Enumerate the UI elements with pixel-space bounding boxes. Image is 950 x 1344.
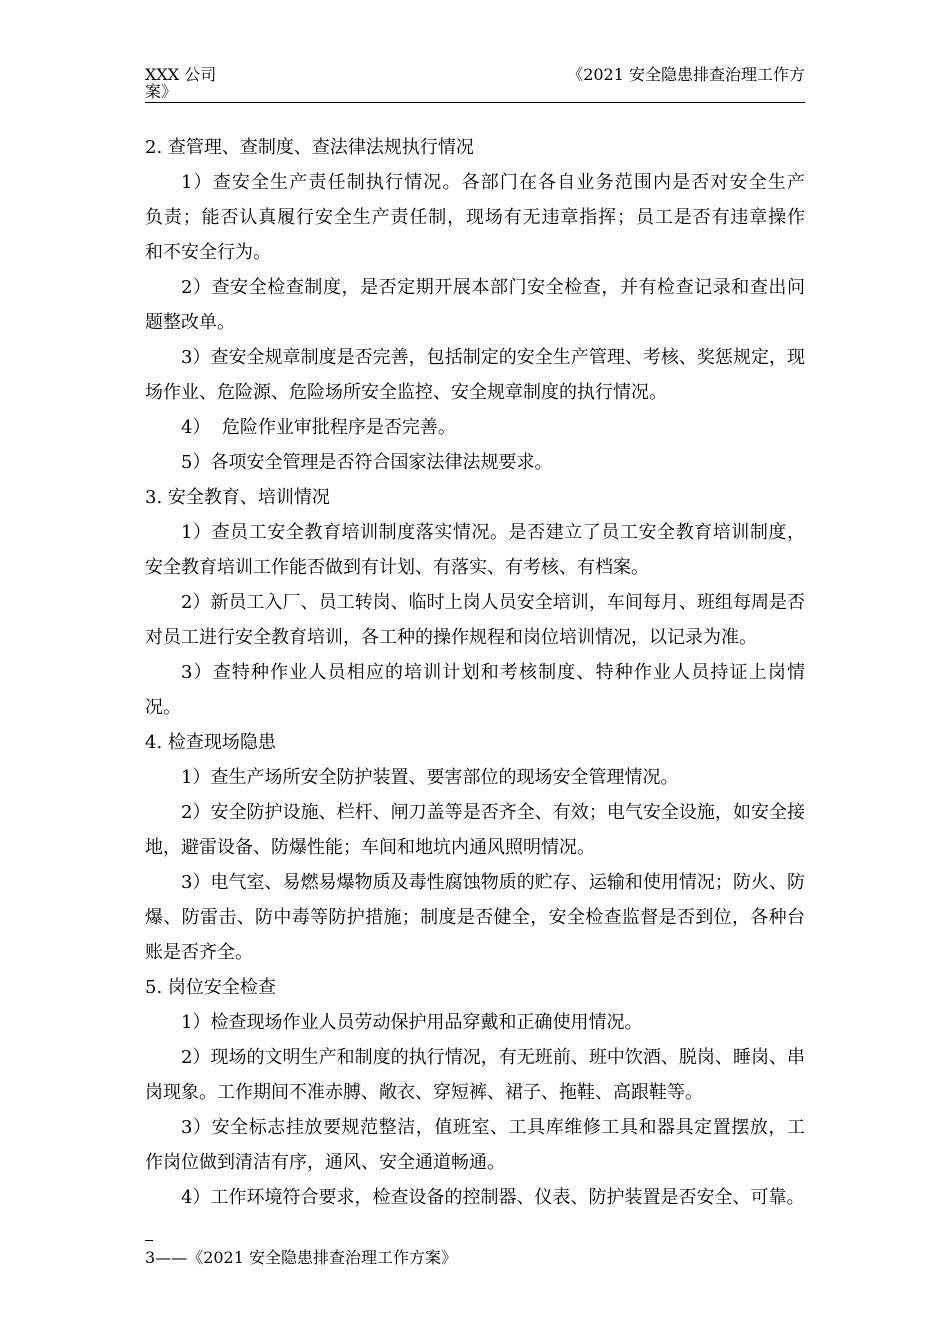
- list-item-line: 1）查生产场所安全防护装置、要害部位的现场安全管理情况。: [181, 767, 679, 788]
- footer-title: 《2021 安全隐患排查治理工作方案》: [187, 1248, 457, 1267]
- list-item: [145, 340, 805, 410]
- header-divider: [145, 102, 805, 103]
- list-item-line: 3）安全标志挂放要规范整洁，值班室、工具库维修工具和器具定置摆放，工: [181, 1117, 805, 1138]
- section-heading: 3. 安全教育、培训情况: [145, 487, 330, 508]
- list-item-line: 1）检查现场作业人员劳动保护用品穿戴和正确使用情况。: [181, 1012, 643, 1033]
- page-number: 3: [145, 1248, 156, 1267]
- list-item-line: 况。: [145, 697, 181, 718]
- list-item-line: 3）查特种作业人员相应的培训计划和考核制度、特种作业人员持证上岗情: [181, 662, 805, 683]
- footer-separator: ——: [155, 1248, 188, 1267]
- list-item: [145, 270, 805, 340]
- list-item-line: 场作业、危险源、危险场所安全监控、安全规章制度的执行情况。: [145, 382, 667, 403]
- section: [145, 970, 805, 1215]
- list-item-line: 2）新员工入厂、员工转岗、临时上岗人员安全培训，车间每月、班组每周是否: [181, 592, 805, 613]
- list-item-line: 对员工进行安全教育培训，各工种的操作规程和岗位培训情况，以记录为准。: [145, 627, 757, 648]
- list-item: [145, 165, 805, 270]
- section-heading: 5. 岗位安全检查: [145, 977, 276, 998]
- list-item-line: 2）安全防护设施、栏杆、闸刀盖等是否齐全、有效；电气安全设施，如安全接: [181, 802, 805, 823]
- header-title: 《2021 安全隐患排查治理工作方: [567, 65, 805, 84]
- footer: [145, 1249, 457, 1267]
- list-item-line: 1）查员工安全教育培训制度落实情况。是否建立了员工安全教育培训制度，: [181, 522, 805, 543]
- footer-mark: [145, 1240, 153, 1241]
- list-item: [145, 445, 805, 480]
- list-item: [145, 760, 805, 795]
- document-body: [145, 130, 805, 1215]
- list-item: [145, 1005, 805, 1040]
- list-item: [145, 795, 805, 865]
- list-item-line: 3）查安全规章制度是否完善，包括制定的安全生产管理、考核、奖惩规定，现: [181, 347, 805, 368]
- section: [145, 130, 805, 480]
- list-item-line: 安全教育培训工作能否做到有计划、有落实、有考核、有档案。: [145, 557, 649, 578]
- list-item-line: 岗现象。工作期间不准赤膊、敞衣、穿短裤、裙子、拖鞋、高跟鞋等。: [145, 1082, 703, 1103]
- list-item: [145, 585, 805, 655]
- list-item: [145, 865, 805, 970]
- list-item-line: 4） 危险作业审批程序是否完善。: [181, 417, 456, 438]
- list-item-line: 账是否齐全。: [145, 942, 253, 963]
- list-item: [145, 1040, 805, 1110]
- list-item-line: 作岗位做到清洁有序，通风、安全通道畅通。: [145, 1152, 505, 1173]
- list-item-line: 5）各项安全管理是否符合国家法律法规要求。: [181, 452, 553, 473]
- header-company: XXX 公司: [145, 65, 217, 84]
- list-item-line: 3）电气室、易燃易爆物质及毒性腐蚀物质的贮存、运输和使用情况；防火、防: [181, 872, 805, 893]
- list-item: [145, 515, 805, 585]
- list-item-line: 4）工作环境符合要求，检查设备的控制器、仪表、防护装置是否安全、可靠。: [181, 1187, 805, 1208]
- list-item-line: 地，避雷设备、防爆性能；车间和地坑内通风照明情况。: [145, 837, 595, 858]
- list-item: [145, 1180, 805, 1215]
- list-item-line: 2）现场的文明生产和制度的执行情况，有无班前、班中饮酒、脱岗、睡岗、串: [181, 1047, 805, 1068]
- section: [145, 480, 805, 725]
- list-item-line: 2）查安全检查制度，是否定期开展本部门安全检查，并有检查记录和查出问: [181, 277, 805, 298]
- list-item-line: 题整改单。: [145, 312, 235, 333]
- list-item: [145, 410, 805, 445]
- section-heading: 4. 检查现场隐患: [145, 732, 276, 753]
- section-heading: 2. 查管理、查制度、查法律法规执行情况: [145, 137, 474, 158]
- list-item: [145, 655, 805, 725]
- list-item-line: 爆、防雷击、防中毒等防护措施；制度是否健全，安全检查监督是否到位，各种台: [145, 907, 805, 928]
- list-item-line: 负责；能否认真履行安全生产责任制，现场有无违章指挥；员工是否有违章操作: [145, 207, 805, 228]
- list-item-line: 1）查安全生产责任制执行情况。各部门在各自业务范围内是否对安全生产: [181, 172, 805, 193]
- list-item: [145, 1110, 805, 1180]
- header-title-continuation: 案》: [145, 82, 178, 101]
- list-item-line: 和不安全行为。: [145, 242, 271, 263]
- section: [145, 725, 805, 970]
